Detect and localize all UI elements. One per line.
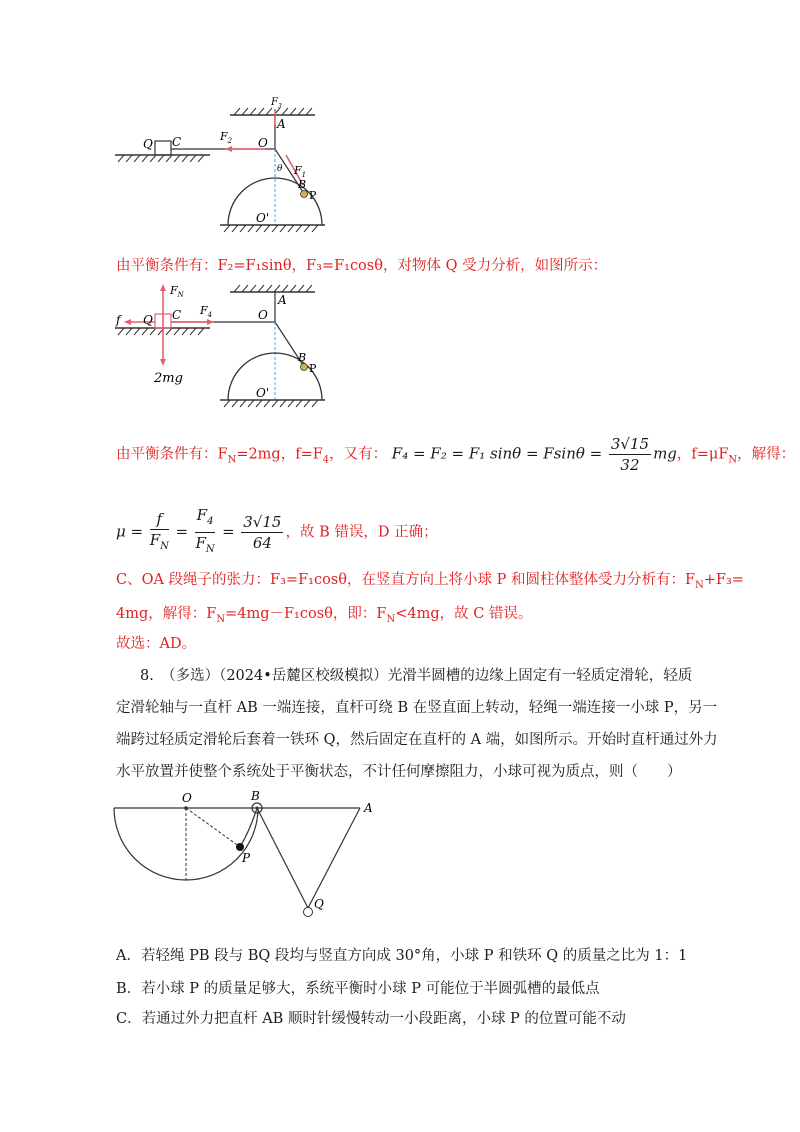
fig2-label-f: f [116, 313, 121, 327]
fig1-label-c: C [172, 135, 182, 149]
fig1-label-q: Q [143, 137, 153, 151]
fig2-label-c: C [172, 308, 182, 322]
fig1-label-o2: O' [256, 211, 270, 225]
fig1-label-f1: $F_1$ [294, 164, 307, 179]
fig3-label-p: P [242, 851, 251, 865]
figure-1-force-diagram [110, 95, 330, 235]
equation-f4: F₄ = F₂ = F₁ sinθ = Fsinθ = [391, 444, 603, 463]
fig2-label-f4: $F_4$ [200, 304, 213, 319]
fig2-label-o2: O' [256, 386, 270, 400]
option-b: B．若小球 P 的质量足够大，系统平衡时小球 P 可能位于半圆弧槽的最低点 [116, 981, 600, 997]
figure-3-semicircle-pulley [110, 790, 380, 920]
question-line-1: 8. （多选）（2024•岳麓区校级模拟）光滑半圆槽的边缘上固定有一轻质定滑轮，轻质 [140, 668, 693, 684]
fig1-label-p: P [309, 189, 317, 202]
fig2-label-p: P [309, 362, 317, 375]
fig2-label-fn: $F_N$ [170, 284, 184, 299]
option-a: A．若轻绳 PB 段与 BQ 段均与竖直方向成 30°角，小球 P 和铁环 Q 的质量之比为 1：1 [116, 948, 688, 964]
fig2-label-b: B [298, 351, 307, 364]
fig2-label-o: O [258, 308, 268, 322]
fig2-label-a: A [278, 293, 287, 307]
explanation-line-4a: C、OA 段绳子的张力：F₃=F₁cosθ，在竖直方向上将小球 P 和圆柱体整体受力分析有：$F_N+F_3=$ [116, 572, 744, 591]
fig3-label-b: B [251, 790, 260, 803]
option-c: C．若通过外力把直杆 AB 顺时针缓慢转动一小段距离，小球 P 的位置可能不动 [116, 1011, 626, 1027]
fig3-label-o: O [182, 791, 192, 805]
explanation-line-2: 由平衡条件有：$F_N=2mg$，$f=F_4$，又有： F₄ = F₂ = F₁ sinθ = Fsinθ = $\frac{3√15}{32}$ mg，$f=\mu F_N$，解得： [116, 435, 796, 474]
explanation-line-4b: 4mg，解得：$F_N=4mg-F_1\cos\theta$，即：$F_N<4mg$，故 C 错误。 [116, 606, 533, 625]
figure-2-force-diagram [110, 280, 330, 410]
question-line-3: 端跨过轻质定滑轮后套着一铁环 Q，然后固定在直杆的 A 端，如图所示。开始时直杆通过外力 [116, 732, 718, 748]
fig2-label-2mg: 2mg [154, 371, 183, 386]
fig1-label-theta: θ [277, 164, 283, 174]
answer-line: 故选：AD。 [116, 636, 197, 652]
explanation-line-3: μ = $\frac{f}{F_N}$ = $\frac{F_4}{F_N}$ = $\frac{3√15}{64}$ ，故 B 错误，D 正确； [116, 506, 438, 555]
fraction-3sqrt15-32: $\frac{3√15}{32}$ [610, 435, 650, 474]
fig1-label-a: A [277, 117, 286, 131]
question-line-4: 水平放置并使整个系统处于平衡状态，不计任何摩擦阻力，小球可视为质点，则（ ） [116, 764, 682, 780]
fig1-label-f2: $F_2$ [220, 130, 233, 145]
fig1-label-o: O [258, 136, 268, 150]
fig2-label-q: Q [143, 313, 153, 327]
fig1-label-fy: $F_3$ [271, 97, 282, 110]
question-line-2: 定滑轮轴与一直杆 AB 一端连接，直杆可绕 B 在竖直面上转动，轻绳一端连接一小球 P，另一 [116, 700, 718, 716]
fig3-label-q: Q [314, 897, 324, 911]
fig3-label-a: A [364, 801, 373, 815]
fig1-label-b: B [298, 178, 307, 191]
explanation-line-1: 由平衡条件有：F₂=F₁sinθ，F₃=F₁cosθ，对物体 Q 受力分析，如图所示： [116, 258, 608, 274]
